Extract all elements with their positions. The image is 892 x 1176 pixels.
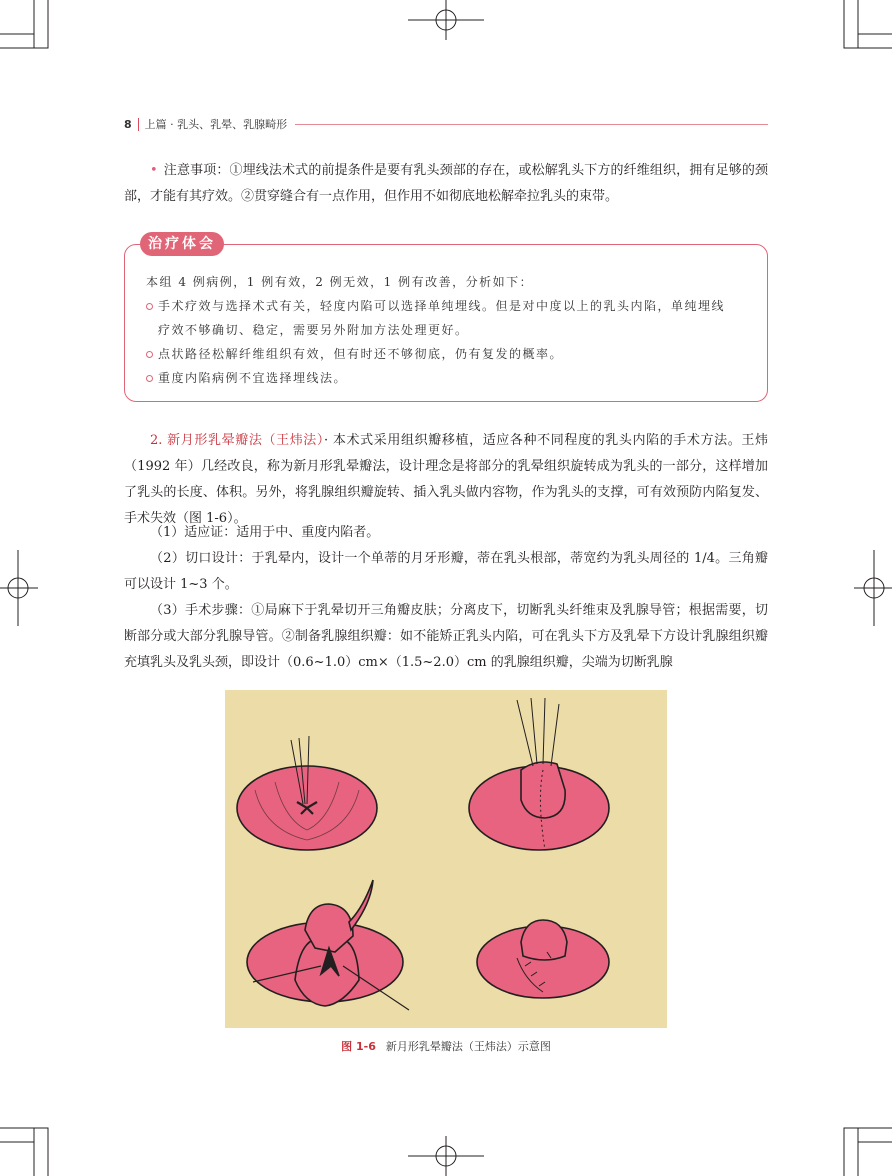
figure-caption-text: 新月形乳晕瓣法（王炜法）示意图	[385, 1040, 551, 1053]
section2-p1: （1）适应证：适用于中、重度内陷者。	[150, 525, 380, 540]
experience-item-continued: 疗效不够确切、稳定，需要另外附加方法处理更好。	[158, 323, 469, 337]
experience-item: 点状路径松解纤维组织有效，但有时还不够彻底，仍有复发的概率。	[146, 342, 752, 366]
section2-p3: （3）手术步骤：①局麻下于乳晕切开三角瓣皮肤；分离皮下，切断乳头纤维束及乳腺导管；根据需要，切断部分或大部分乳腺导管。②制备乳腺组织瓣：如不能矫正乳头内陷，可在乳头下方及乳晕下方设计乳腺组织瓣充填乳头及乳头颈，即设计（0.6~1.0）cm×（1.5~2.0）cm 的乳腺组织瓣，尖端为切断乳腺	[124, 603, 768, 670]
figure-illustration	[225, 690, 667, 1028]
experience-intro: 本组 4 例病例，1 例有效，2 例无效，1 例有改善，分析如下：	[146, 275, 534, 289]
section2-title: 2. 新月形乳晕瓣法（王炜法）	[150, 433, 325, 448]
page-number: 8	[124, 117, 132, 131]
section2-lead: · 本术式采用组织瓣移植，适应各种不同程度的乳头内陷的手术方法。王炜（1992 年）几经改良，称为新月形乳晕瓣法，设计理念是将部分的乳晕组织旋转成为乳头的一部分，这样增加了乳头的长度、体积。另外，将乳腺组织瓣旋转、插入乳头做内容物，作为乳头的支撑，可有效预防内陷复发、手术失效（图 1-6）。	[124, 433, 769, 526]
header-separator	[138, 118, 139, 131]
note-text: 注意事项：①埋线法术式的前提条件是要有乳头颈部的存在，或松解乳头下方的纤维组织，拥有足够的颈部，才能有其疗效。②贯穿缝合有一点作用，但作用不如彻底地松解牵拉乳头的束带。	[124, 163, 768, 204]
section2-paragraph	[124, 428, 768, 532]
header-rule	[295, 124, 768, 125]
running-header	[124, 115, 768, 133]
section2-p2: （2）切口设计：于乳晕内，设计一个单蒂的月牙形瓣，蒂在乳头根部，蒂宽约为乳头周径的 1/4。三角瓣可以设计 1~3 个。	[124, 551, 768, 592]
note-paragraph	[124, 158, 768, 210]
experience-box-tag: 治疗体会	[140, 232, 224, 256]
header-section: 上篇 · 乳头、乳晕、乳腺畸形	[144, 118, 288, 131]
figure-drawing	[225, 690, 667, 1028]
experience-box-body	[146, 270, 752, 390]
figure-caption	[0, 1038, 892, 1054]
bullet-dot-icon: •	[150, 163, 158, 178]
experience-item: 手术疗效与选择术式有关，轻度内陷可以选择单纯埋线。但是对中度以上的乳头内陷，单纯埋线	[146, 294, 752, 318]
figure-number: 图 1-6	[341, 1040, 376, 1053]
experience-item: 重度内陷病例不宜选择埋线法。	[146, 366, 752, 390]
